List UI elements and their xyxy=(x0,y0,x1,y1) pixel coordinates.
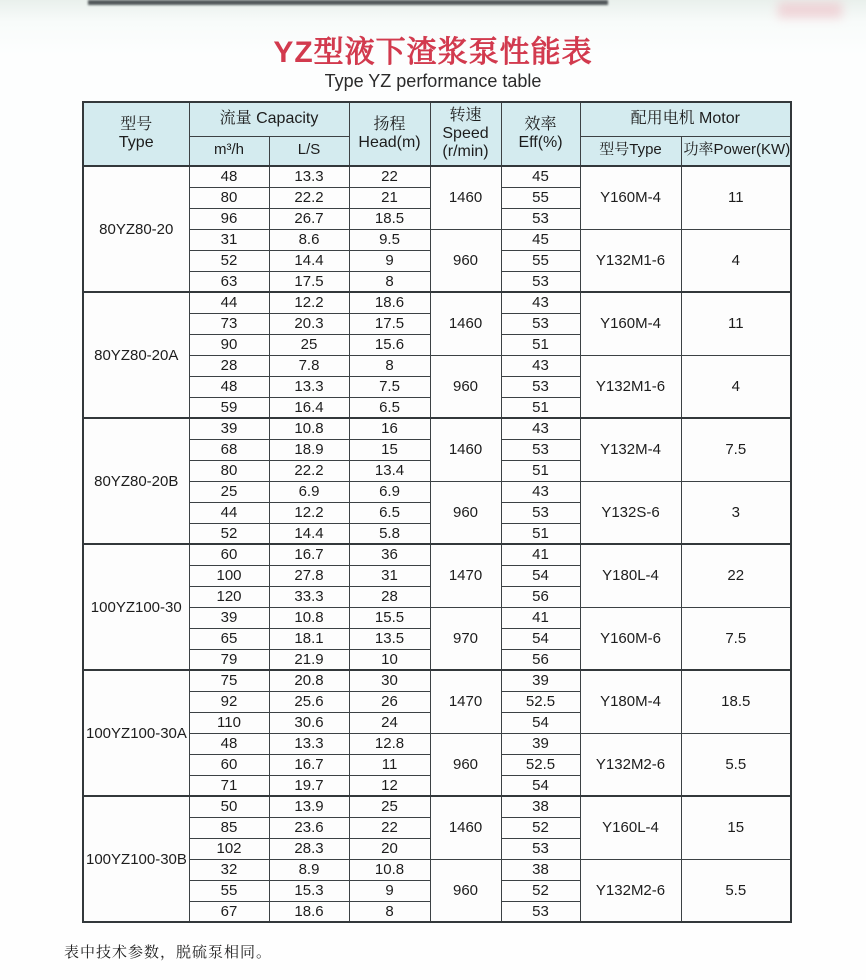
motor-power-cell: 15 xyxy=(681,796,791,859)
head-cell: 18.6 xyxy=(349,292,430,313)
head-cell: 22 xyxy=(349,166,430,187)
eff-cell: 54 xyxy=(501,565,580,586)
capacity-ls-cell: 20.8 xyxy=(269,670,349,691)
eff-cell: 43 xyxy=(501,481,580,502)
head-cell: 28 xyxy=(349,586,430,607)
capacity-m3h-cell: 96 xyxy=(189,208,269,229)
capacity-m3h-cell: 68 xyxy=(189,439,269,460)
eff-cell: 53 xyxy=(501,439,580,460)
capacity-ls-cell: 20.3 xyxy=(269,313,349,334)
table-row xyxy=(83,481,791,502)
speed-cell: 960 xyxy=(430,859,501,922)
motor-type-cell: Y132M1-6 xyxy=(580,229,681,292)
eff-cell: 53 xyxy=(501,901,580,922)
capacity-ls-cell: 19.7 xyxy=(269,775,349,796)
table-row xyxy=(83,670,791,691)
speed-cell: 1460 xyxy=(430,292,501,355)
table-row xyxy=(83,166,791,187)
col-header-eff-en: Eff(%) xyxy=(518,134,563,151)
eff-cell: 43 xyxy=(501,292,580,313)
eff-cell: 43 xyxy=(501,355,580,376)
capacity-ls-cell: 26.7 xyxy=(269,208,349,229)
eff-cell: 56 xyxy=(501,586,580,607)
page-title: YZ型液下渣浆泵性能表 xyxy=(273,36,593,69)
head-cell: 6.5 xyxy=(349,397,430,418)
motor-type-cell: Y160L-4 xyxy=(580,796,681,859)
capacity-ls-cell: 18.9 xyxy=(269,439,349,460)
eff-cell: 53 xyxy=(501,502,580,523)
speed-cell: 960 xyxy=(430,481,501,544)
table-row xyxy=(83,229,791,250)
table-row xyxy=(83,418,791,439)
motor-power-cell: 5.5 xyxy=(681,733,791,796)
scan-artifact-top-bar xyxy=(88,0,608,5)
capacity-m3h-cell: 52 xyxy=(189,250,269,271)
speed-cell: 1460 xyxy=(430,418,501,481)
capacity-m3h-cell: 65 xyxy=(189,628,269,649)
col-header-head-en: Head(m) xyxy=(358,134,421,151)
motor-power-cell: 5.5 xyxy=(681,859,791,922)
col-header-head-zh: 扬程 xyxy=(373,116,406,134)
capacity-ls-cell: 16.4 xyxy=(269,397,349,418)
eff-cell: 51 xyxy=(501,460,580,481)
capacity-m3h-cell: 44 xyxy=(189,502,269,523)
motor-power-cell: 4 xyxy=(681,355,791,418)
motor-type-cell: Y180M-4 xyxy=(580,670,681,733)
eff-cell: 45 xyxy=(501,229,580,250)
motor-type-cell: Y132M2-6 xyxy=(580,859,681,922)
capacity-m3h-cell: 48 xyxy=(189,166,269,187)
motor-type-cell: Y132M1-6 xyxy=(580,355,681,418)
page-subtitle: Type YZ performance table xyxy=(324,71,542,91)
capacity-m3h-cell: 73 xyxy=(189,313,269,334)
capacity-m3h-cell: 120 xyxy=(189,586,269,607)
table-row xyxy=(83,544,791,565)
capacity-m3h-cell: 52 xyxy=(189,523,269,544)
capacity-ls-cell: 8.9 xyxy=(269,859,349,880)
capacity-m3h-cell: 50 xyxy=(189,796,269,817)
eff-cell: 55 xyxy=(501,250,580,271)
motor-power-cell: 11 xyxy=(681,292,791,355)
eff-cell: 53 xyxy=(501,313,580,334)
head-cell: 12.8 xyxy=(349,733,430,754)
capacity-ls-cell: 13.3 xyxy=(269,166,349,187)
col-header-motor-type: 型号Type xyxy=(580,136,681,166)
head-cell: 21 xyxy=(349,187,430,208)
col-header-speed-en: Speed xyxy=(442,125,489,143)
head-cell: 10 xyxy=(349,649,430,670)
col-header-type-en: Type xyxy=(118,134,154,151)
col-header-motor-power: 功率Power(KW) xyxy=(681,136,791,166)
model-cell: 100YZ100-30B xyxy=(83,796,189,922)
model-cell: 100YZ100-30A xyxy=(83,670,189,796)
capacity-ls-cell: 33.3 xyxy=(269,586,349,607)
capacity-m3h-cell: 92 xyxy=(189,691,269,712)
head-cell: 22 xyxy=(349,817,430,838)
motor-type-cell: Y160M-4 xyxy=(580,166,681,229)
capacity-m3h-cell: 60 xyxy=(189,754,269,775)
capacity-ls-cell: 17.5 xyxy=(269,271,349,292)
head-cell: 30 xyxy=(349,670,430,691)
capacity-ls-cell: 6.9 xyxy=(269,481,349,502)
eff-cell: 41 xyxy=(501,544,580,565)
capacity-ls-cell: 22.2 xyxy=(269,460,349,481)
head-cell: 36 xyxy=(349,544,430,565)
capacity-ls-cell: 25.6 xyxy=(269,691,349,712)
eff-cell: 54 xyxy=(501,628,580,649)
table-row xyxy=(83,733,791,754)
table-row xyxy=(83,607,791,628)
head-cell: 15 xyxy=(349,439,430,460)
motor-power-cell: 11 xyxy=(681,166,791,229)
col-header-speed xyxy=(430,102,501,166)
head-cell: 8 xyxy=(349,271,430,292)
speed-cell: 1470 xyxy=(430,670,501,733)
capacity-ls-cell: 13.3 xyxy=(269,376,349,397)
head-cell: 17.5 xyxy=(349,313,430,334)
capacity-ls-cell: 22.2 xyxy=(269,187,349,208)
capacity-m3h-cell: 55 xyxy=(189,880,269,901)
head-cell: 8 xyxy=(349,355,430,376)
capacity-m3h-cell: 28 xyxy=(189,355,269,376)
model-cell: 80YZ80-20A xyxy=(83,292,189,418)
capacity-ls-cell: 23.6 xyxy=(269,817,349,838)
capacity-m3h-cell: 102 xyxy=(189,838,269,859)
eff-cell: 52.5 xyxy=(501,754,580,775)
eff-cell: 43 xyxy=(501,418,580,439)
head-cell: 9 xyxy=(349,880,430,901)
head-cell: 6.9 xyxy=(349,481,430,502)
head-cell: 24 xyxy=(349,712,430,733)
speed-cell: 960 xyxy=(430,733,501,796)
capacity-ls-cell: 14.4 xyxy=(269,523,349,544)
speed-cell: 960 xyxy=(430,229,501,292)
capacity-m3h-cell: 44 xyxy=(189,292,269,313)
motor-type-cell: Y132S-6 xyxy=(580,481,681,544)
capacity-ls-cell: 14.4 xyxy=(269,250,349,271)
head-cell: 8 xyxy=(349,901,430,922)
speed-cell: 960 xyxy=(430,355,501,418)
motor-type-cell: Y180L-4 xyxy=(580,544,681,607)
motor-type-cell: Y160M-6 xyxy=(580,607,681,670)
capacity-m3h-cell: 75 xyxy=(189,670,269,691)
eff-cell: 51 xyxy=(501,523,580,544)
capacity-m3h-cell: 31 xyxy=(189,229,269,250)
col-header-m3h: m³/h xyxy=(189,136,269,166)
scan-artifact-pink-smudge xyxy=(778,2,842,18)
col-header-speed-zh: 转速 xyxy=(449,107,482,125)
col-header-eff-zh: 效率 xyxy=(524,116,557,134)
eff-cell: 45 xyxy=(501,166,580,187)
model-cell: 80YZ80-20B xyxy=(83,418,189,544)
head-cell: 18.5 xyxy=(349,208,430,229)
head-cell: 25 xyxy=(349,796,430,817)
capacity-ls-cell: 27.8 xyxy=(269,565,349,586)
capacity-ls-cell: 16.7 xyxy=(269,754,349,775)
capacity-m3h-cell: 80 xyxy=(189,187,269,208)
eff-cell: 56 xyxy=(501,649,580,670)
motor-power-cell: 7.5 xyxy=(681,607,791,670)
capacity-ls-cell: 10.8 xyxy=(269,418,349,439)
eff-cell: 54 xyxy=(501,712,580,733)
eff-cell: 39 xyxy=(501,670,580,691)
capacity-m3h-cell: 48 xyxy=(189,733,269,754)
head-cell: 10.8 xyxy=(349,859,430,880)
capacity-m3h-cell: 67 xyxy=(189,901,269,922)
motor-power-cell: 18.5 xyxy=(681,670,791,733)
motor-power-cell: 3 xyxy=(681,481,791,544)
capacity-ls-cell: 30.6 xyxy=(269,712,349,733)
capacity-m3h-cell: 48 xyxy=(189,376,269,397)
footnote: 表中技术参数，脱硫泵相同。 xyxy=(64,944,273,961)
col-header-type-zh: 型号 xyxy=(120,116,153,134)
capacity-m3h-cell: 63 xyxy=(189,271,269,292)
eff-cell: 53 xyxy=(501,271,580,292)
table-header xyxy=(83,102,791,166)
capacity-m3h-cell: 90 xyxy=(189,334,269,355)
head-cell: 15.6 xyxy=(349,334,430,355)
head-cell: 7.5 xyxy=(349,376,430,397)
eff-cell: 39 xyxy=(501,733,580,754)
eff-cell: 55 xyxy=(501,187,580,208)
capacity-m3h-cell: 39 xyxy=(189,607,269,628)
table-body xyxy=(83,166,791,922)
capacity-m3h-cell: 71 xyxy=(189,775,269,796)
head-cell: 12 xyxy=(349,775,430,796)
head-cell: 15.5 xyxy=(349,607,430,628)
model-cell: 80YZ80-20 xyxy=(83,166,189,292)
head-cell: 6.5 xyxy=(349,502,430,523)
motor-type-cell: Y132M2-6 xyxy=(580,733,681,796)
eff-cell: 52 xyxy=(501,880,580,901)
col-header-motor: 配用电机 Motor xyxy=(580,102,791,136)
capacity-ls-cell: 18.6 xyxy=(269,901,349,922)
capacity-ls-cell: 15.3 xyxy=(269,880,349,901)
col-header-ls: L/S xyxy=(269,136,349,166)
head-cell: 26 xyxy=(349,691,430,712)
head-cell: 31 xyxy=(349,565,430,586)
capacity-ls-cell: 10.8 xyxy=(269,607,349,628)
col-header-type xyxy=(83,102,189,166)
motor-power-cell: 7.5 xyxy=(681,418,791,481)
capacity-ls-cell: 18.1 xyxy=(269,628,349,649)
capacity-m3h-cell: 85 xyxy=(189,817,269,838)
head-cell: 11 xyxy=(349,754,430,775)
motor-type-cell: Y132M-4 xyxy=(580,418,681,481)
eff-cell: 53 xyxy=(501,208,580,229)
model-cell: 100YZ100-30 xyxy=(83,544,189,670)
table-row xyxy=(83,355,791,376)
head-cell: 5.8 xyxy=(349,523,430,544)
capacity-m3h-cell: 39 xyxy=(189,418,269,439)
capacity-ls-cell: 8.6 xyxy=(269,229,349,250)
speed-cell: 1470 xyxy=(430,544,501,607)
eff-cell: 38 xyxy=(501,796,580,817)
performance-table xyxy=(82,101,792,923)
col-header-speed-unit: (r/min) xyxy=(442,142,489,160)
capacity-ls-cell: 12.2 xyxy=(269,292,349,313)
eff-cell: 53 xyxy=(501,376,580,397)
eff-cell: 52 xyxy=(501,817,580,838)
speed-cell: 970 xyxy=(430,607,501,670)
table-row xyxy=(83,796,791,817)
eff-cell: 54 xyxy=(501,775,580,796)
eff-cell: 38 xyxy=(501,859,580,880)
capacity-m3h-cell: 59 xyxy=(189,397,269,418)
motor-power-cell: 22 xyxy=(681,544,791,607)
motor-power-cell: 4 xyxy=(681,229,791,292)
eff-cell: 51 xyxy=(501,334,580,355)
eff-cell: 51 xyxy=(501,397,580,418)
head-cell: 13.5 xyxy=(349,628,430,649)
capacity-ls-cell: 25 xyxy=(269,334,349,355)
head-cell: 16 xyxy=(349,418,430,439)
capacity-m3h-cell: 110 xyxy=(189,712,269,733)
col-header-head xyxy=(349,102,430,166)
capacity-ls-cell: 13.3 xyxy=(269,733,349,754)
motor-type-cell: Y160M-4 xyxy=(580,292,681,355)
eff-cell: 41 xyxy=(501,607,580,628)
head-cell: 20 xyxy=(349,838,430,859)
capacity-ls-cell: 21.9 xyxy=(269,649,349,670)
capacity-ls-cell: 13.9 xyxy=(269,796,349,817)
capacity-m3h-cell: 80 xyxy=(189,460,269,481)
head-cell: 9.5 xyxy=(349,229,430,250)
capacity-ls-cell: 28.3 xyxy=(269,838,349,859)
capacity-m3h-cell: 79 xyxy=(189,649,269,670)
capacity-m3h-cell: 25 xyxy=(189,481,269,502)
eff-cell: 53 xyxy=(501,838,580,859)
col-header-eff xyxy=(501,102,580,166)
capacity-m3h-cell: 60 xyxy=(189,544,269,565)
head-cell: 13.4 xyxy=(349,460,430,481)
eff-cell: 52.5 xyxy=(501,691,580,712)
head-cell: 9 xyxy=(349,250,430,271)
speed-cell: 1460 xyxy=(430,796,501,859)
capacity-m3h-cell: 100 xyxy=(189,565,269,586)
capacity-ls-cell: 7.8 xyxy=(269,355,349,376)
col-header-capacity: 流量 Capacity xyxy=(189,102,349,136)
speed-cell: 1460 xyxy=(430,166,501,229)
capacity-m3h-cell: 32 xyxy=(189,859,269,880)
capacity-ls-cell: 16.7 xyxy=(269,544,349,565)
capacity-ls-cell: 12.2 xyxy=(269,502,349,523)
table-row xyxy=(83,292,791,313)
table-row xyxy=(83,859,791,880)
